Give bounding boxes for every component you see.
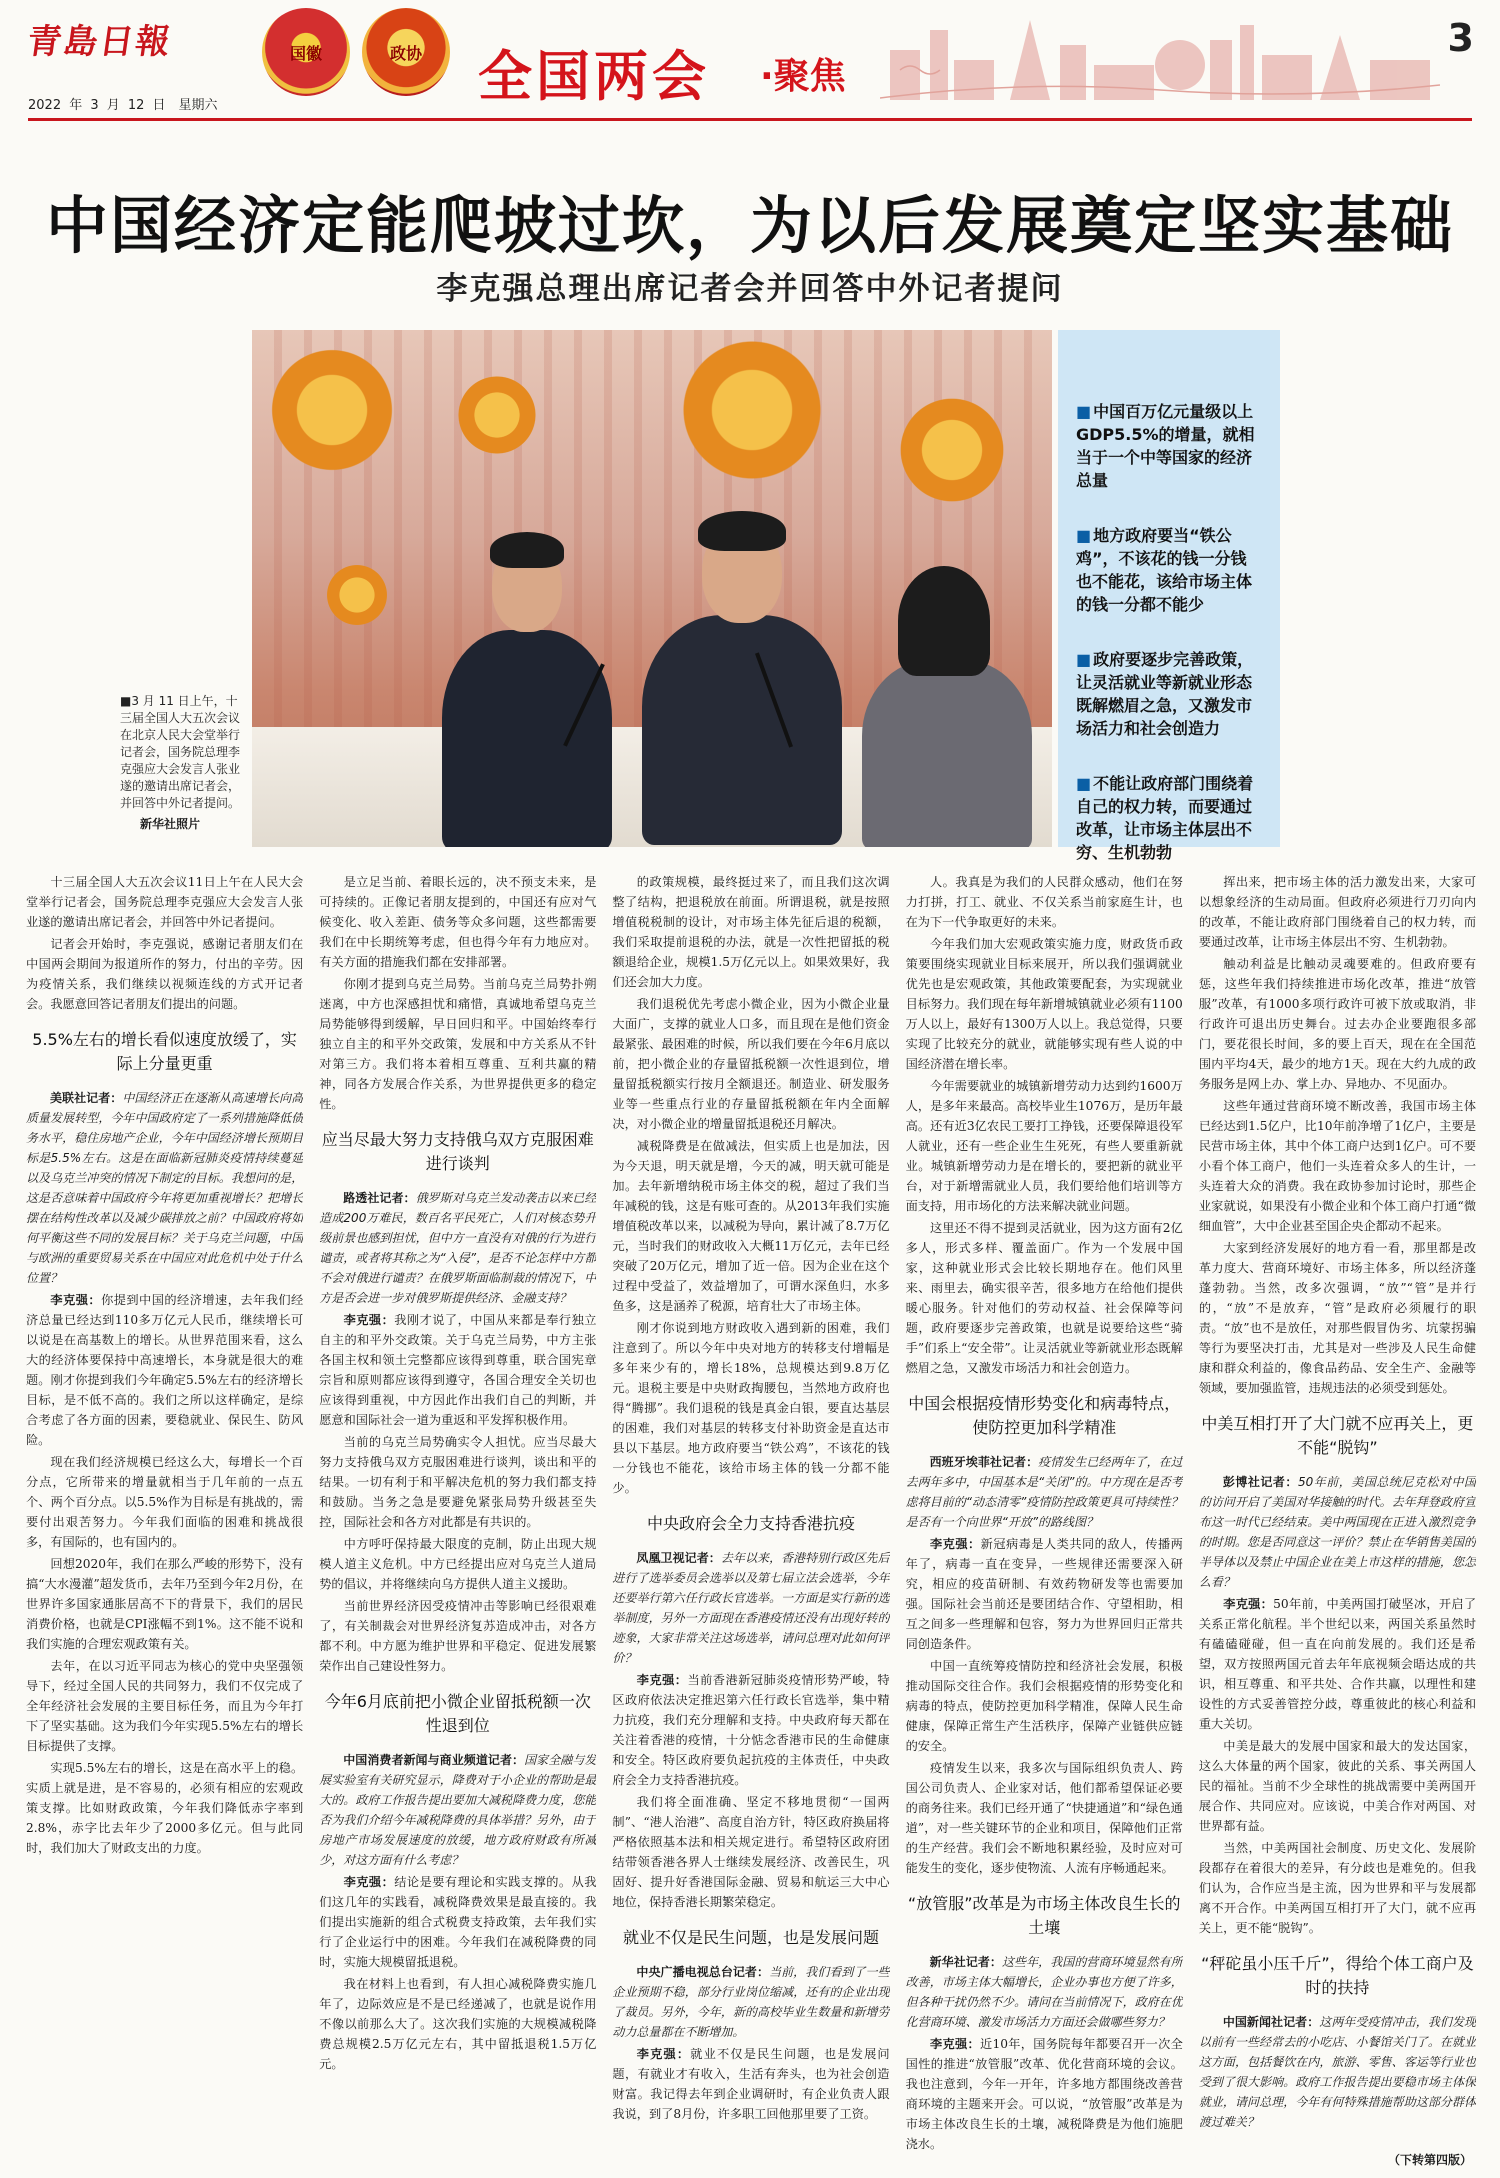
reporter-question (319, 1750, 596, 1870)
body-paragraph: 刚才你说到地方财政收入遇到新的困难，我们注意到了。所以今年中央对地方的转移支付增幅是多年来少有的，增长18%，总规模达到9.8万亿元。退税主要是中央财政掏腰包，当然地方政府也得“腾挪”。我们退税的钱是真金白银，要直达基层的困难，我们对基层的转移支付补助资金是直达市县以下基层。地方政府要当“铁公鸡”，不该花的钱一分钱也不能花，该给市场主体的钱一分都不能少。 (612, 1321, 890, 1495)
body-paragraph: 记者会开始时，李克强说，感谢记者朋友们在中国两会期间为报道所作的努力，付出的辛劳。因为疫情关系，我们继续以视频连线的方式开记者会。我愿意回答记者朋友们提出的问题。 (26, 937, 304, 1011)
reporter-question (906, 1452, 1183, 1532)
paragraph-text: 这两年受疫情冲击，我们发现以前有一些经常去的小吃店、小餐馆关门了。在就业这方面，包括餐饮在内，旅游、零售、客运等行业也受到了很大影响。政府工作报告提出要稳市场主体保就业，请问总理，今年有何特殊措施帮助这部分群体渡过难关？ (1198, 2015, 1477, 2129)
section-heading: 就业不仅是民生问题，也是发展问题 (623, 1928, 880, 1947)
body-paragraph: 是立足当前、着眼长远的，决不预支未来，是可持续的。正像记者朋友提到的，中国还有应对气候变化、收入差距、债务等众多问题，这些都需要我们在中长期统筹考虑，但也得今年有力地应对。有关方面的措施我们都在安排部署。 (319, 875, 597, 969)
newspaper-logo: 青島日報 (24, 22, 175, 62)
reporter-question (1199, 1472, 1476, 1592)
reporter-question (319, 1188, 596, 1308)
speaker-label: 新华社记者： (929, 1955, 1002, 1969)
body-paragraph: 人。我真是为我们的人民群众感动，他们在努力打拼，打工、就业、不仅关系当前家庭生计，也在为下一代争取更好的未来。 (905, 875, 1183, 929)
page-number: 3 (1447, 16, 1474, 60)
speaker-label: 美联社记者： (50, 1091, 123, 1105)
masthead (0, 0, 1500, 112)
body-paragraph: 中国一直统筹疫情防控和经济社会发展，积极推动国际交往合作。我们会根据疫情的形势变化和病毒的特点，使防控更加科学精准，保障人民生命健康，保障正常生产生活秩序，保障产业链供应链的安全。 (905, 1659, 1183, 1753)
body-paragraph: 中方呼吁保持最大限度的克制，防止出现大规模人道主义危机。中方已经提出应对乌克兰人道局势的倡议，并将继续向乌方提供人道主义援助。 (319, 1537, 597, 1591)
section-heading: 中央政府会全力支持香港抗疫 (647, 1514, 856, 1533)
section-heading: “放管服”改革是为市场主体改良生长的土壤 (907, 1894, 1181, 1937)
speaker-label: 李克强： (930, 1537, 981, 1551)
paragraph-text: 当前，我们看到了一些企业预期不稳，部分行业岗位缩减，还有的企业出现了裁员。另外，今年，新的高校毕业生数量和新增劳动力总量都在不断增加。 (612, 1965, 890, 2039)
section-heading: “秤砣虽小压千斤”，得给个体工商户及时的扶持 (1201, 1954, 1474, 1997)
continued-note: （下转第四版） (1387, 2153, 1472, 2167)
paragraph-text: 近10年，国务院每年都要召开一次全国性的推进“放管服”改革、优化营商环境的会议。我也注意到，今年一开年，许多地方都围绕改善营商环境的主题来开会。可以说，“放管服”改革是为市场主体改良生长的土壤，减税降费是为他们施肥浇水。 (905, 2037, 1183, 2151)
paragraph-text: 就业不仅是民生问题，也是发展问题，有就业才有收入，生活有奔头，也为社会创造财富。我记得去年到企业调研时，有企业负责人跟我说，到了8月份，许多职工回他那里要了工资。 (612, 2047, 890, 2121)
article-column (906, 872, 1183, 2152)
main-headline: 中国经济定能爬坡过坎，为以后发展奠定坚实基础 (45, 189, 1454, 262)
body-paragraph: 当前的乌克兰局势确实令人担忧。应当尽最大努力支持俄乌双方克服困难进行谈判，谈出和平的结果。一切有利于和平解决危机的努力我们都支持和鼓励。当务之急是要避免紧张局势升级甚至失控，国际社会和各方对此都是有共识的。 (319, 1435, 597, 1529)
sub-headline: 李克强总理出席记者会并回答中外记者提问 (436, 271, 1064, 307)
premier-answer (319, 1310, 596, 1430)
photo-credit: 新华社照片 (140, 817, 201, 831)
reporter-question (612, 1548, 889, 1668)
speaker-label: 李克强： (343, 1875, 395, 1889)
press-conference-photo (252, 330, 1052, 847)
body-paragraph: 现在我们经济规模已经这么大，每增长一个百分点，它所带来的增量就相当于几年前的一点五个、两个百分点。以5.5%作为目标是有挑战的，需要付出艰苦努力。今年我们面临的困难和挑战很多，有国际的，也有国内的。 (26, 1455, 304, 1549)
paragraph-text: 当前香港新冠肺炎疫情形势严峻，特区政府依法决定推迟第六任行政长官选举，集中精力抗疫，我们充分理解和支持。中央政府每天都在关注着香港的疫情，十分惦念香港市民的生命健康和安全。特区政府要负起抗疫的主体责任，中央政府会全力支持香港抗疫。 (612, 1673, 890, 1787)
reporter-question (906, 1952, 1183, 2032)
cppcc-emblem-label: 政协 (389, 44, 422, 63)
body-paragraph: 的政策规模，最终挺过来了，而且我们这次调整了结构，把退税放在前面。所谓退税，就是按照增值税税制的设计，对市场主体先征后退的税额，我们采取提前退税的办法，就是一次性把留抵的税额退给企业，规模1.5万亿元以上。如果效果好，我们还会加大力度。 (612, 875, 890, 989)
speaker-label: 路透社记者： (343, 1191, 416, 1205)
national-emblem-icon (262, 8, 350, 96)
skyline-illustration-icon (880, 10, 1440, 100)
premier-answer (612, 1670, 889, 1790)
body-paragraph: 疫情发生以来，我多次与国际组织负责人、跨国公司负责人、企业家对话，他们都希望保证必要的商务往来。我们已经开通了“快捷通道”和“绿色通道”，对一些关键环节的企业和项目，保障他们正常的生产经营。我们会不断地积累经验，及时应对可能发生的变化，逐步使物流、人流有序畅通起来。 (905, 1761, 1183, 1875)
reporter-question (1199, 2012, 1476, 2132)
premier-answer (906, 2034, 1183, 2152)
paragraph-text: 50年前，中美两国打破坚冰，开启了关系正常化航程。半个世纪以来，两国关系虽然时有磕磕碰碰，但一直在向前发展的。我们还是希望，双方按照两国元首去年年底视频会晤达成的共识，相互尊重、和平共处、合作共赢，以理性和建设性的方式妥善管控分歧，尊重彼此的核心利益和重大关切。 (1198, 1597, 1477, 1731)
body-paragraph: 减税降费是在做减法，但实质上也是加法，因为今天退，明天就是增，今天的减，明天就可能是加。去年新增纳税市场主体交的税，超过了我们当年减税的钱，这是有账可查的。从2013年我们实施增值税改革以来，以减税为导向，累计减了8.7万亿元，当时我们的财政收入大概11万亿元，去年已经突破了20万亿元，增加了近一倍。因为企业在这个过程中受益了，效益增加了，可谓水深鱼归，水多鱼多，这是涵养了税源，培育壮大了市场主体。 (612, 1139, 890, 1313)
premier-answer (612, 2044, 889, 2124)
body-paragraph: 回想2020年，我们在那么严峻的形势下，没有搞“大水漫灌”超发货币，去年乃至到今年2月份，在世界许多国家通胀居高不下的背景下，我们的居民消费价格，也就是CPI涨幅不到1%。这不能不说和我们实施的合理宏观政策有关。 (26, 1557, 304, 1651)
premier-answer (319, 1872, 596, 1972)
article-column (26, 872, 303, 2152)
paragraph-text: 中国经济正在逐渐从高速增长向高质量发展转型，今年中国政府定了一系列措施降低债务水平，稳住房地产企业，今年中国经济增长预期目标是5.5%左右。这是在面临新冠肺炎疫情持续蔓延以及乌克兰冲突的情况下制定的目标。我想问的是，这是否意味着中国政府今年将更加重视增长？把增长摆在结构性改革以及减少碳排放之前？中国政府将如何平衡这些不同的发展目标？关于乌克兰问题，中国与欧洲的重要贸易关系在中国应对此危机中处于什么位置？ (26, 1091, 304, 1285)
highlights-box (1058, 330, 1280, 862)
body-paragraph: 中美是最大的发展中国家和最大的发达国家，这么大体量的两个国家，彼此的关系、事关两国人民的福祉。当前不少全球性的挑战需要中美两国开展合作、共同应对。应该说，中美合作对两国、对世界都有益。 (1198, 1739, 1477, 1833)
paragraph-text: 这些年，我国的营商环境显然有所改善，市场主体大幅增长，企业办事也方便了许多，但各种干扰仍然不少。请问在当前情况下，政府在优化营商环境、激发市场活力方面还会做哪些努力？ (905, 1955, 1183, 2029)
premier-answer (26, 1290, 303, 1450)
speaker-label: 李克强： (930, 2037, 980, 2051)
paragraph-text: 结论是要有理论和实践支撑的。从我们这几年的实践看，减税降费效果是最直接的。我们提出实施新的组合式税费支持政策，去年我们实行了企业运行中的困难。今年我们在减税降费的同时，实施大规模留抵退税。 (319, 1875, 597, 1969)
section-heading: 应当尽最大努力支持俄乌双方克服困难进行谈判 (321, 1130, 594, 1173)
body-paragraph: 实现5.5%左右的增长，这是在高水平上的稳。实质上就是进，是不容易的，必须有相应的宏观政策支撑。比如财政政策，今年我们降低赤字率到2.8%，赤字比去年少了2000多亿元。但与此同时，我们加大了财政支出的力度。 (26, 1761, 304, 1855)
section-heading: 5.5%左右的增长看似速度放缓了，实际上分量更重 (32, 1030, 297, 1073)
highlight-item: ■ 不能让政府部门围绕着自己的权力转，而要通过改革，让市场主体层出不穷、生机勃勃 (1076, 772, 1262, 864)
body-paragraph: 你刚才提到乌克兰局势。当前乌克兰局势扑朔迷离，中方也深感担忧和痛惜，真诚地希望乌克兰局势能够得到缓解，早日回归和平。中国始终奉行独立自主的和平外交政策，发展和中方关系从不针对第三方。我们将本着相互尊重、互利共赢的精神，同各方发展合作关系，为世界提供更多的稳定性。 (319, 977, 597, 1111)
body-paragraph: 触动利益是比触动灵魂要难的。但政府要有惩，这些年我们持续推进市场化改革，推进“放管服”改革，有1000多项行政许可被下放或取消，非行政许可退出历史舞台。过去办企业要跑很多部门，要花很长时间，多的要上百天，现在在全国范围内平均4天，最少的地方1天。现在大约九成的政务服务是网上办、掌上办、异地办、不见面办。 (1198, 957, 1477, 1091)
section-heading: 中美互相打开了大门就不应再关上，更不能“脱钩” (1201, 1414, 1474, 1457)
speaker-label: 李克强： (50, 1293, 102, 1307)
speaker-label: 中央广播电视总台记者： (636, 1965, 770, 1979)
body-paragraph: 去年，在以习近平同志为核心的党中央坚强领导下，经过全国人民的共同努力，我们不仅完成了全年经济社会发展的主要目标任务，而且为今年打下了坚实基础。这为我们今年实现5.5%左右的增长目标提供了支撑。 (26, 1659, 304, 1753)
photo-caption: ■3 月 11 日上午，十三届全国人大五次会议在北京人民大会堂举行记者会，国务院总理李克强应大会发言人张业遂的邀请出席记者会，并回答中外记者提问。 (120, 694, 241, 810)
body-paragraph: 大家到经济发展好的地方看一看，那里都是改革力度大、营商环境好、市场主体多，所以经济蓬蓬勃勃。当然，改多次强调，“放”“管”是并行的，“放”不是放弃，“管”是政府必须履行的职责。“放”也不是放任，对那些假冒伪劣、坑蒙拐骗等行为要坚决打击，尤其是对一些涉及人民生命健康和群众利益的，像食品药品、安全生产、金融等领域，要加强监管，违规违法的必须受到惩处。 (1198, 1241, 1477, 1395)
body-paragraph: 当前世界经济因受疫情冲击等影响已经很艰难了，有关制裁会对世界经济复苏造成冲击，对各方都不利。中方愿为维护世界和平稳定、促进发展繁荣作出自己建设性努力。 (319, 1599, 597, 1673)
paragraph-text: 俄罗斯对乌克兰发动袭击以来已经造成200万难民，数百名平民死亡，人们对核态势升级前景也感到担忧，但中方一直没有对俄的行为进行谴责，或者将其称之为“入侵”，是否不论怎样中方都不会对俄进行谴责？在俄罗斯面临制裁的情况下，中方是否会进一步对俄罗斯提供经济、金融支持？ (319, 1191, 597, 1305)
speaker-label: 李克强： (1223, 1597, 1274, 1611)
paragraph-text: 你提到中国的经济增速，去年我们经济总量已经达到110多万亿元人民币，继续增长可以说是在高基数上的增长。从世界范围来看，这么大的经济体要保持中高速增长，本身就是很大的难题。刚才你提到我们今年确定5.5%左右的经济增长目标，是不低不高的。我们之所以这样确定，是综合考虑了各方面的因素，要稳就业、保民生、防风险。 (26, 1293, 304, 1447)
cppcc-emblem-icon (362, 8, 450, 96)
body-paragraph: 当然，中美两国社会制度、历史文化、发展阶段都存在着很大的差异，有分歧也是难免的。但我们认为，合作应当是主流，因为世界和平与发展都离不开合作。中美两国互相打开了大门，就不应再关上，更不能“脱钩”。 (1198, 1841, 1477, 1935)
speaker-label: 中国新闻社记者： (1222, 2015, 1320, 2029)
body-paragraph: 我在材料上也看到，有人担心减税降费实施几年了，边际效应是不是已经递减了，也就是说作用不像以前那么大了。这次我们实施的大规模减税降费总规模2.5万亿元左右，其中留抵退税1.5万亿元。 (319, 1977, 597, 2071)
body-paragraph: 我们退税优先考虑小微企业，因为小微企业量大面广，支撑的就业人口多，而且现在是他们资金最紧张、最困难的时候，所以我们要在今年6月底以前，把小微企业的存量留抵税额一次性退到位，增量留抵税额实行按月全额退还。制造业、研发服务业等一些重点行业的存量留抵税额在年内全面解决，对小微企业的增量留抵退税还月解决。 (612, 997, 890, 1131)
highlight-item: ■ 地方政府要当“铁公鸡”，不该花的钱一分钱也不能花，该给市场主体的钱一分都不能少 (1076, 524, 1262, 616)
body-paragraph: 我们将全面准确、坚定不移地贯彻“一国两制”、“港人治港”、高度自治方针，特区政府换届将严格依照基本法和相关规定进行。希望特区政府团结带领香港各界人士继续发展经济、改善民生，巩固好、提升好香港国际金融、贸易和航运三大中心地位，保持香港长期繁荣稳定。 (612, 1795, 890, 1909)
section-heading: 今年6月底前把小微企业留抵税额一次性退到位 (324, 1692, 591, 1735)
speaker-label: 凤凰卫视记者： (636, 1551, 721, 1565)
article-column (1199, 872, 1476, 2152)
premier-answer (906, 1534, 1183, 1654)
article-column (319, 872, 596, 2152)
speaker-label: 李克强： (636, 1673, 688, 1687)
article-column (612, 872, 889, 2152)
body-paragraph: 挥出来，把市场主体的活力激发出来，大家可以想象经济的生动局面。但政府必须进行刀刃向内的改革，不能让政府部门围绕着自己的权力转，而要通过改革，让市场主体层出不穷、生机勃勃。 (1198, 875, 1477, 949)
paragraph-text: 疫情发生已经两年了，在过去两年多中，中国基本是“关闭”的。中方现在是否考虑将目前的“动态清零”疫情防控政策更具可持续性？是否有一个向世界“开放”的路线图？ (905, 1455, 1183, 1529)
body-paragraph: 这些年通过营商环境不断改善，我国市场主体已经达到1.5亿户，比10年前净增了1亿户，主要是民营市场主体，其中个体工商户达到1亿户。可不要小看个体工商户，他们一头连着众多人的生计，一头连着大众的消费。我在政协参加讨论时，那些企业家就说，如果没有小微企业和个体工商户打通“微细血管”，大中企业甚至国企央企都动不起来。 (1198, 1099, 1477, 1233)
speaker-label: 西班牙埃菲社记者： (929, 1455, 1039, 1469)
reporter-question (26, 1088, 303, 1288)
speaker-label: 李克强： (636, 2047, 691, 2061)
dateline: 2022 年 3 月 12 日 星期六 (28, 98, 218, 113)
speaker-label: 中国消费者新闻与商业频道记者： (343, 1753, 525, 1767)
section-subtitle: ·聚焦 (760, 56, 846, 97)
section-heading: 中国会根据疫情形势变化和病毒特点，使防控更加科学精准 (908, 1394, 1181, 1437)
speaker-label: 李克强： (343, 1313, 395, 1327)
paragraph-text: 我刚才说了，中国从来都是奉行独立自主的和平外交政策。关于乌克兰局势，中方主张各国主权和领土完整都应该得到尊重，联合国宪章宗旨和原则都应该得到遵守，各国合理安全关切也应该得到重视，中方因此作出我们自己的判断，并愿意和国际社会一道为重返和平发挥积极作用。 (319, 1313, 597, 1427)
paragraph-text: 国家全融与发展实验室有关研究显示，降费对于小企业的帮助是最大的。政府工作报告提出要加大减税降费力度，您能否为我们介绍今年减税降费的具体举措？另外，由于房地产市场发展速度的放缓，地方政府财政有所减少，对这方面有什么考虑？ (319, 1753, 597, 1867)
national-emblem-label: 国徽 (289, 44, 322, 63)
article-body (26, 872, 1476, 2152)
highlight-item: ■ 中国百万亿元量级以上GDP5.5%的增量，就相当于一个中等国家的经济总量 (1076, 400, 1262, 492)
masthead-divider (28, 118, 1472, 121)
body-paragraph: 今年我们加大宏观政策实施力度，财政货币政策要围绕实现就业目标来展开，所以我们强调就业优先也是宏观政策，其他政策要配套，为实现就业目标努力。我们现在每年新增城镇就业必须有1100万人以上，最好有1300万人以上。我总觉得，只要实现了比较充分的就业，就能够实现有些人说的中国经济潜在增长率。 (905, 937, 1183, 1071)
reporter-question (612, 1962, 889, 2042)
highlight-item: ■ 政府要逐步完善政策，让灵活就业等新就业形态既解燃眉之急，又激发市场活力和社会创造力 (1076, 648, 1262, 740)
paragraph-text: 50年前，美国总统尼克松对中国的访问开启了美国对华接触的时代。去年拜登政府宣布这一时代已经结束。美中两国现在正进入激烈竞争的时期。您是否同意这一评价？禁止在华销售美国的半导体以及禁止中国企业在美上市这样的措施，您怎么看？ (1198, 1475, 1477, 1589)
speaker-label: 彭博社记者： (1222, 1475, 1298, 1489)
premier-answer (1199, 1594, 1476, 1734)
body-paragraph: 今年需要就业的城镇新增劳动力达到约1600万人，是多年来最高。高校毕业生1076万，是历年最高。还有近3亿农民工要打工挣钱，还要保障退役军人就业，还有一些企业生生死死，有些人要重新就业。城镇新增劳动力是在增长的，要把新的就业平台，对于新增需就业人员，我们要给他们培训等方面支持，用市场化的方法来解决就业问题。 (905, 1079, 1183, 1213)
paragraph-text: 去年以来，香港特别行政区先后进行了选举委员会选举以及第七届立法会选举，今年还要举行第六任行政长官选举。一方面是实行新的选举制度，另外一方面现在香港疫情还没有出现好转的迹象，大家非常关注这场选举，请问总理对此如何评价？ (612, 1551, 890, 1665)
body-paragraph: 十三届全国人大五次会议11日上午在人民大会堂举行记者会，国务院总理李克强应大会发言人张业遂的邀请出席记者会，并回答中外记者提问。 (26, 875, 304, 929)
paragraph-text: 新冠病毒是人类共同的敌人，传播两年了，病毒一直在变异，一些规律还需要深入研究，相应的疫苗研制、有效药物研发等也需要加强。国际社会当前还是要团结合作、守望相助，相互之间多一些理解和包容，努力为世界回归正常共同创造条件。 (905, 1537, 1183, 1651)
body-paragraph: 这里还不得不提到灵活就业，因为这方面有2亿多人，形式多样、覆盖面广。作为一个发展中国家，这种就业形式会比较长期地存在。他们风里来、雨里去，确实很辛苦，很多地方在给他们提供暖心服务。针对他们的劳动权益、社会保障等问题，政府要逐步完善政策，也就是说要给这些“骑手”们系上“安全带”。让灵活就业等新就业形态既解燃眉之急，又激发市场活力和社会创造力。 (905, 1221, 1183, 1375)
section-title: 全国两会 (478, 45, 710, 108)
